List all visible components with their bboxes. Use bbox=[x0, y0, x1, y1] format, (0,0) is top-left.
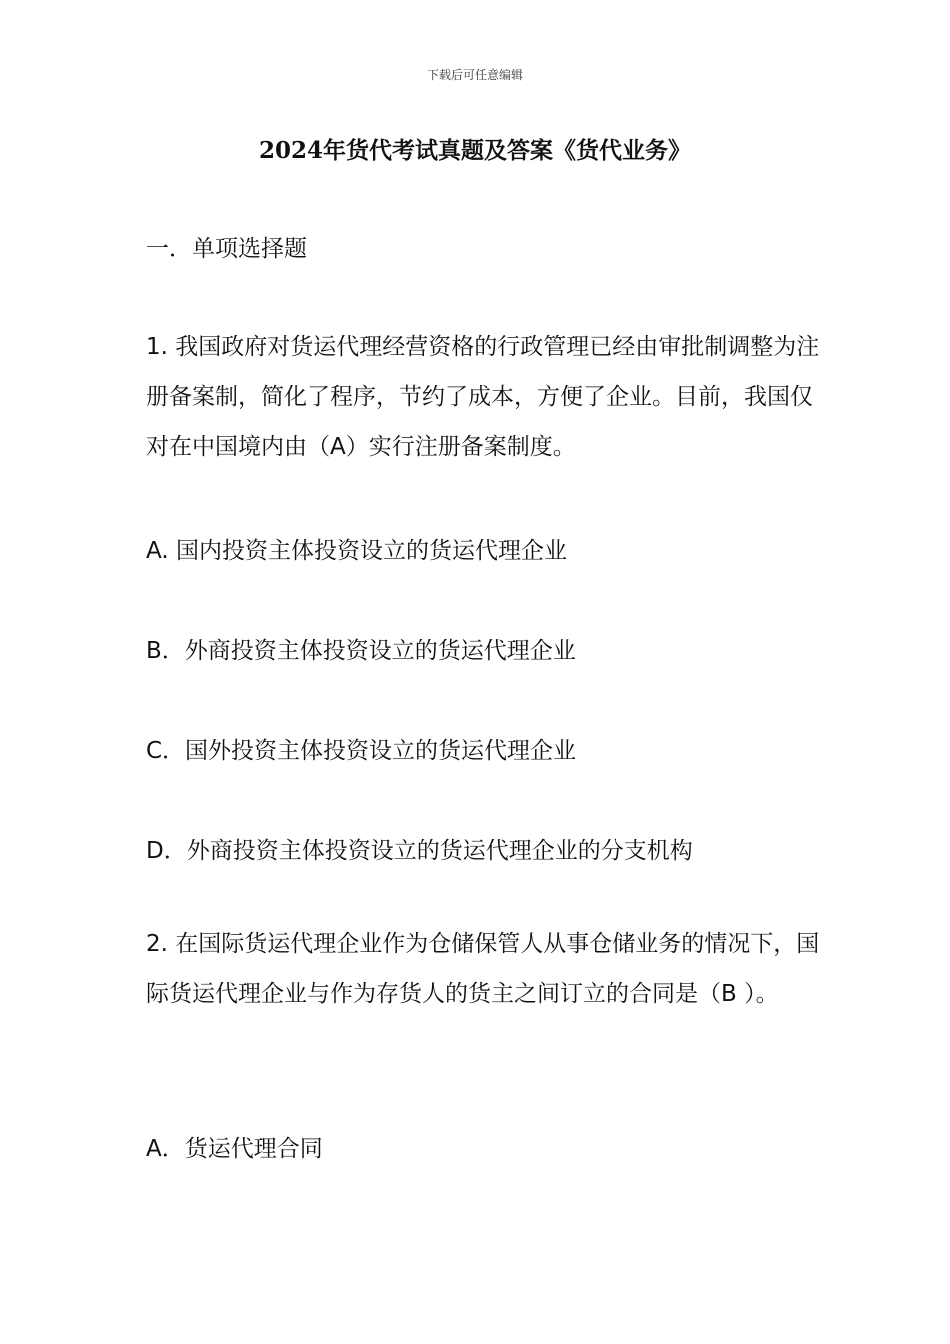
question-2-option-a: A．货运代理合同 bbox=[146, 1136, 323, 1162]
question-1-text: 1. 我国政府对货运代理经营资格的行政管理已经由审批制调整为注册备案制，简化了程序，节约了成本，方便了企业。目前，我国仅对在中国境内由（A）实行注册备案制度。 bbox=[146, 334, 820, 460]
question-2-text: 2. 在国际货运代理企业作为仓储保管人从事仓储业务的情况下，国际货运代理企业与作为存货人的货主之间订立的合同是（B ）。 bbox=[146, 931, 820, 1007]
question-1-option-c: C．国外投资主体投资设立的货运代理企业 bbox=[146, 738, 577, 764]
document-title: 2024年货代考试真题及答案《货代业务》 bbox=[258, 137, 691, 164]
question-1-option-d: D．外商投资主体投资设立的货运代理企业的分支机构 bbox=[146, 838, 693, 864]
section-heading: 一．单项选择题 bbox=[146, 236, 307, 262]
question-1-option-a: A. 国内投资主体投资设立的货运代理企业 bbox=[146, 538, 567, 564]
header-note: 下载后可任意编辑 bbox=[426, 68, 523, 82]
question-1-option-b: B．外商投资主体投资设立的货运代理企业 bbox=[146, 638, 576, 664]
